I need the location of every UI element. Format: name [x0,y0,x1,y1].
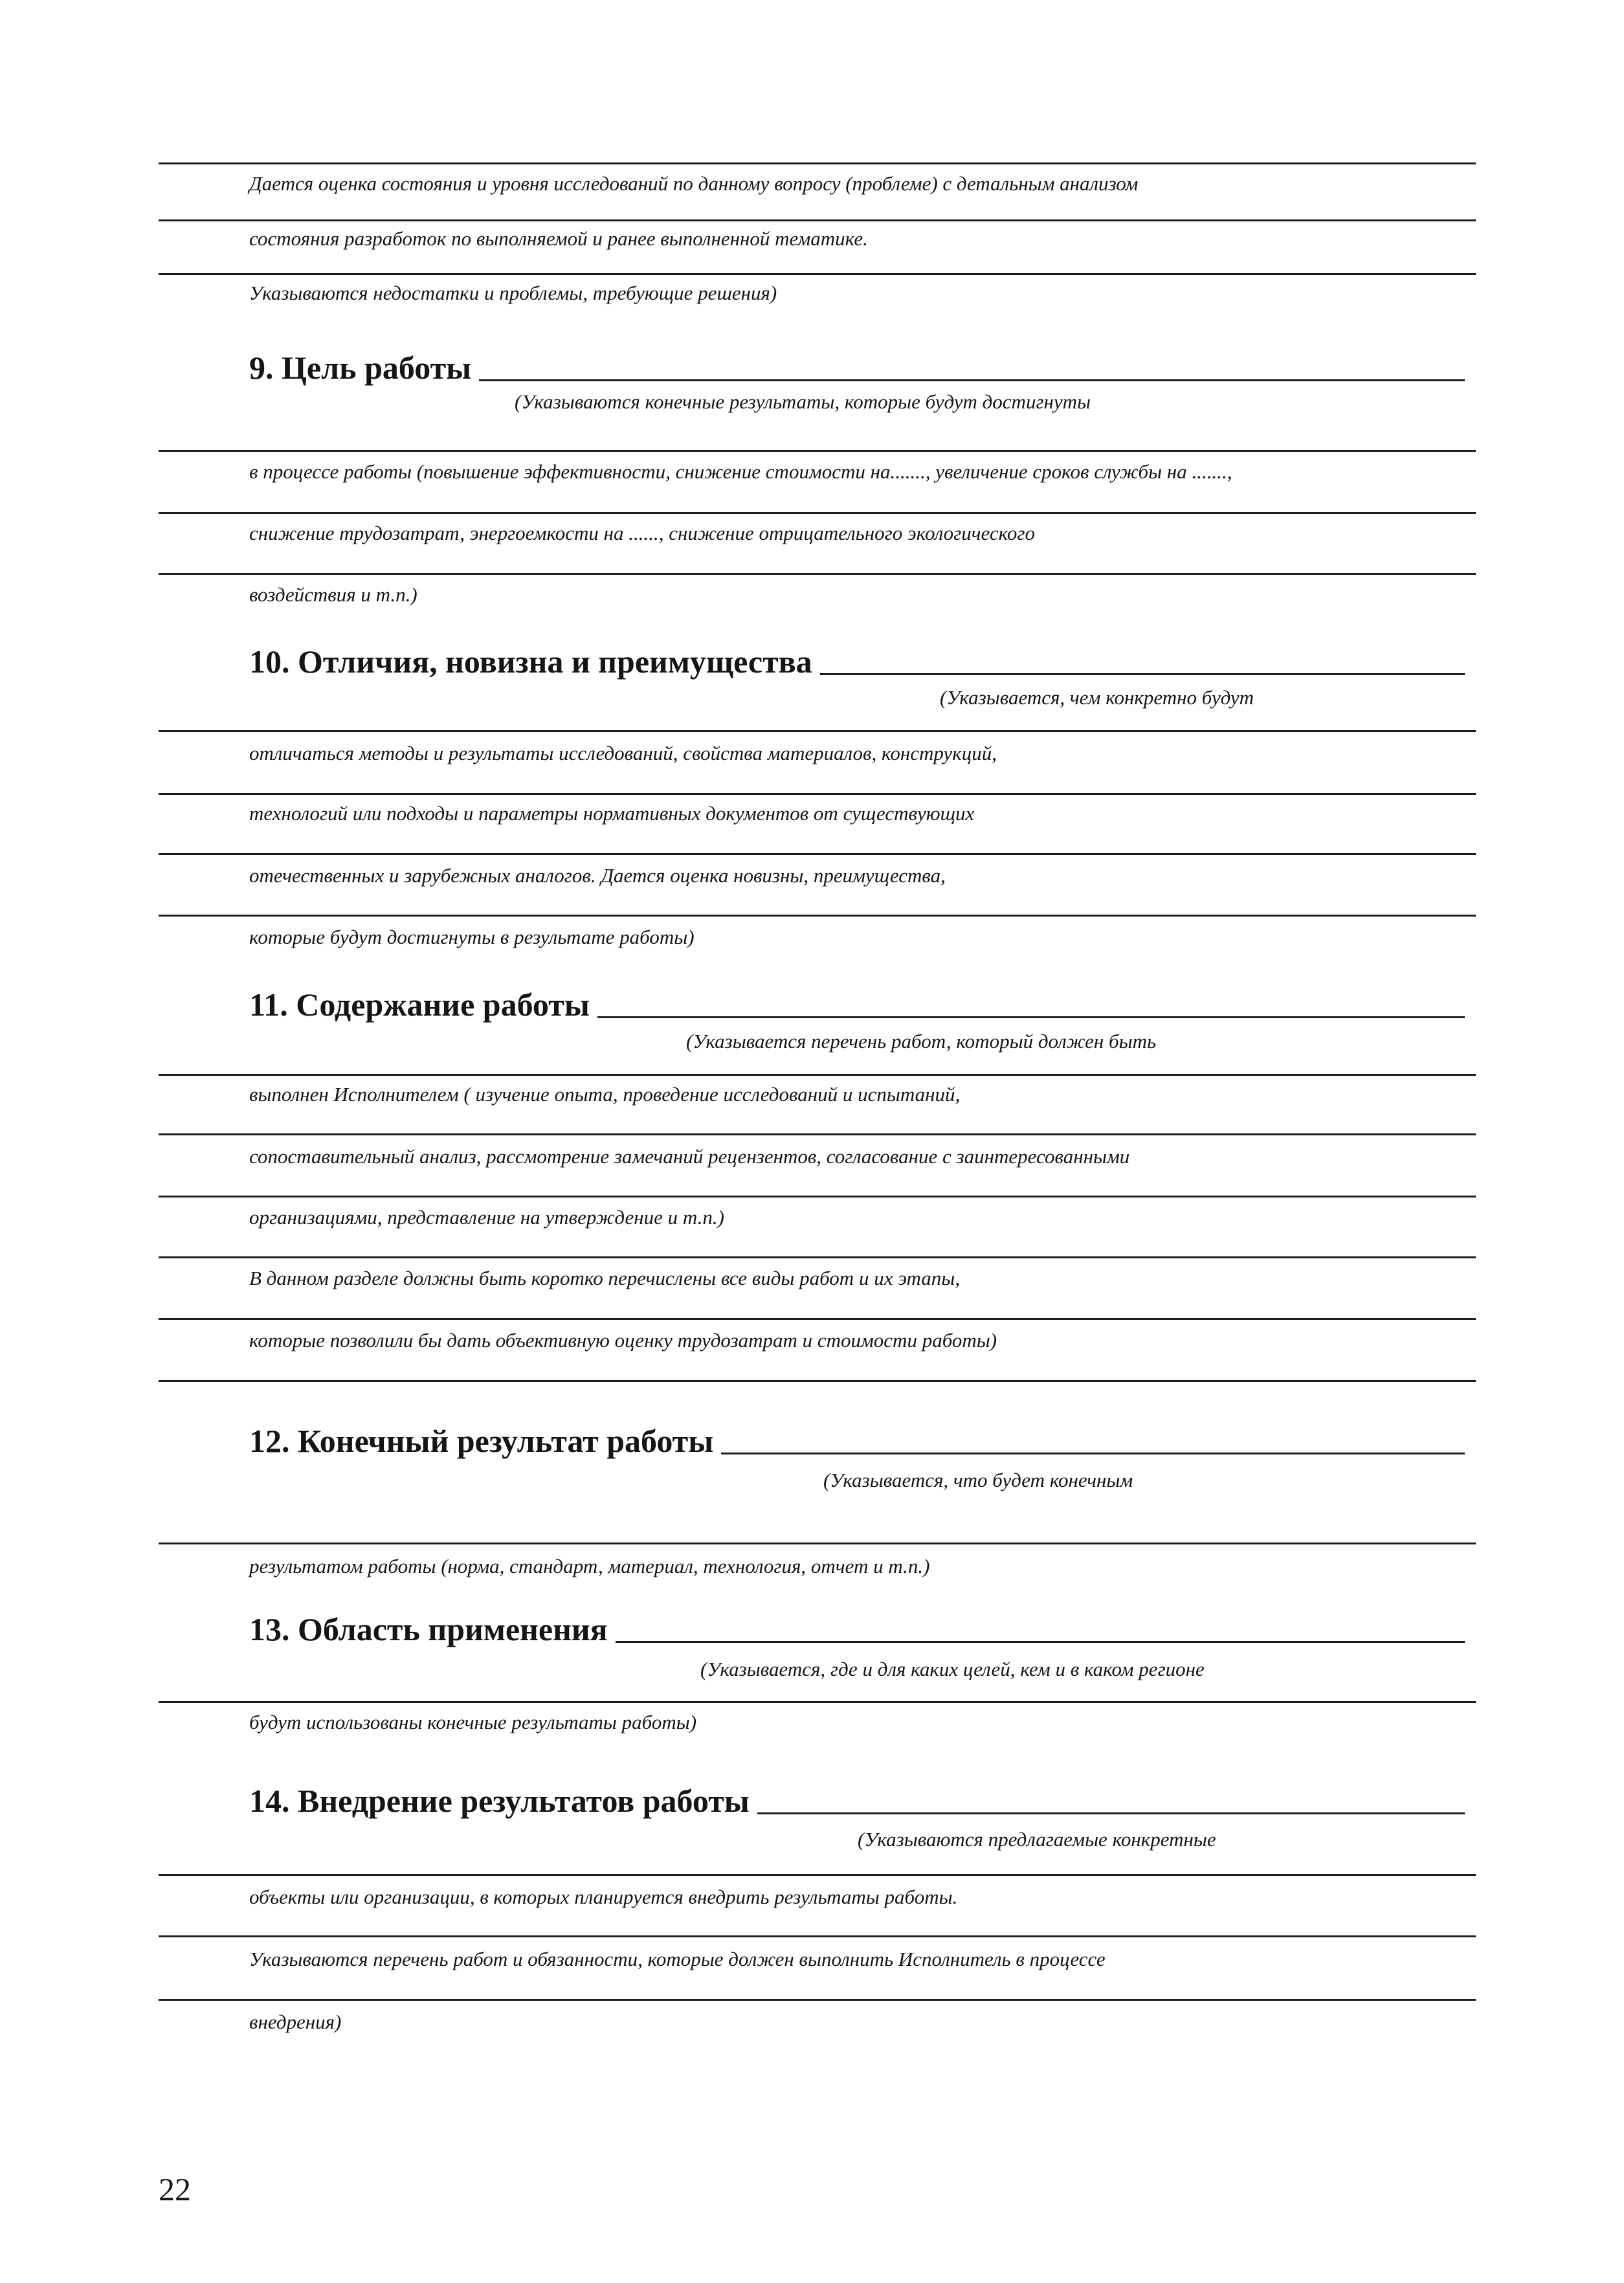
section-11-text-line-2: сопоставительный анализ, рассмотрение замечаний рецензентов, согласование с заинтересованными [249,1145,1130,1168]
rule-line [159,573,1476,575]
section-10-text-line-3: отечественных и зарубежных аналогов. Дается оценка новизны, преимущества, [249,864,946,887]
page-number: 22 [159,2171,191,2207]
section-9-text-line-3: воздействия и т.п.) [249,583,417,606]
rule-line [159,915,1476,917]
rule-line [159,793,1476,795]
section-13-heading [249,1613,1465,1645]
section-13-input-line[interactable] [616,1640,1465,1643]
rule-line [159,1133,1476,1135]
section-12-heading [249,1425,1465,1457]
section-11-text-line-5: которые позволили бы дать объективную оценку трудозатрат и стоимости работы) [249,1329,997,1352]
section-12-input-line[interactable] [721,1452,1465,1454]
rule-line [159,450,1476,452]
section-11-hint: (Указывается перечень работ, который должен быть [686,1030,1157,1052]
section-12-title: 12. Конечный результат работы [249,1423,714,1459]
section-10-text-line-2: технологий или подходы и параметры нормативных документов от существующих [249,802,975,825]
rule-line [159,1074,1476,1076]
section-9-input-line[interactable] [479,379,1465,381]
section-11-title: 11. Содержание работы [249,986,590,1023]
section-11-heading [249,988,1465,1021]
section-11-text-line-3: организациями, представление на утверждение и т.п.) [249,1206,724,1229]
rule-line [159,1701,1476,1703]
section-10-hint: (Указывается, чем конкретно будут [940,686,1254,709]
rule-line [159,273,1476,275]
rule-line [159,853,1476,855]
section-11-text-line-1: выполнен Исполнителем ( изучение опыта, проведение исследований и испытаний, [249,1083,961,1106]
rule-line [159,1874,1476,1876]
rule-line [159,512,1476,514]
intro-text-line-2: состояния разработок по выполняемой и ранее выполненной тематике. [249,227,868,250]
section-14-hint: (Указываются предлагаемые конкретные [858,1828,1216,1851]
section-10-title: 10. Отличия, новизна и преимущества [249,643,812,680]
section-14-heading [249,1785,1465,1817]
section-9-title: 9. Цель работы [249,350,472,386]
section-14-text-line-3: внедрения) [249,2010,342,2033]
rule-line [159,1318,1476,1320]
rule-line [159,1196,1476,1197]
rule-line [159,1935,1476,1937]
section-9-text-line-1: в процессе работы (повышение эффективности, снижение стоимости на......., увеличение сроков службы на ......., [249,460,1232,483]
rule-line [159,1380,1476,1382]
section-14-text-line-1: объекты или организации, в которых планируется внедрить результаты работы. [249,1886,958,1908]
section-13-title: 13. Область применения [249,1611,608,1647]
section-10-input-line[interactable] [820,673,1465,675]
rule-line [159,730,1476,732]
section-11-input-line[interactable] [597,1016,1465,1018]
intro-text-line-1: Дается оценка состояния и уровня исследований по данному вопросу (проблеме) с детальным анализом [249,172,1139,195]
rule-line [159,219,1476,221]
section-9-heading [249,351,1465,384]
section-13-text-line-1: будут использованы конечные результаты работы) [249,1711,697,1733]
rule-line [159,1542,1476,1544]
section-14-input-line[interactable] [757,1812,1465,1814]
section-14-text-line-2: Указываются перечень работ и обязанности, которые должен выполнить Исполнитель в процессе [249,1948,1106,1970]
section-10-text-line-1: отличаться методы и результаты исследований, свойства материалов, конструкций, [249,742,997,764]
section-13-hint: (Указывается, где и для каких целей, кем и в каком регионе [700,1658,1205,1680]
section-11-text-line-4: В данном разделе должны быть коротко перечислены все виды работ и их этапы, [249,1267,960,1289]
section-9-text-line-2: снижение трудозатрат, энергоемкости на ......, снижение отрицательного экологического [249,522,1036,544]
section-12-text-line-1: результатом работы (норма, стандарт, материал, технология, отчет и т.п.) [249,1555,930,1577]
section-9-hint: (Указываются конечные результаты, которые будут достигнуты [515,390,1091,413]
rule-line [159,1256,1476,1258]
section-12-hint: (Указывается, что будет конечным [823,1469,1133,1491]
intro-text-line-3: Указываются недостатки и проблемы, требующие решения) [249,282,777,304]
rule-line [159,162,1476,164]
section-10-text-line-4: которые будут достигнуты в результате работы) [249,926,695,948]
rule-line [159,1999,1476,2001]
section-10-heading [249,645,1465,678]
section-14-title: 14. Внедрение результатов работы [249,1783,750,1819]
